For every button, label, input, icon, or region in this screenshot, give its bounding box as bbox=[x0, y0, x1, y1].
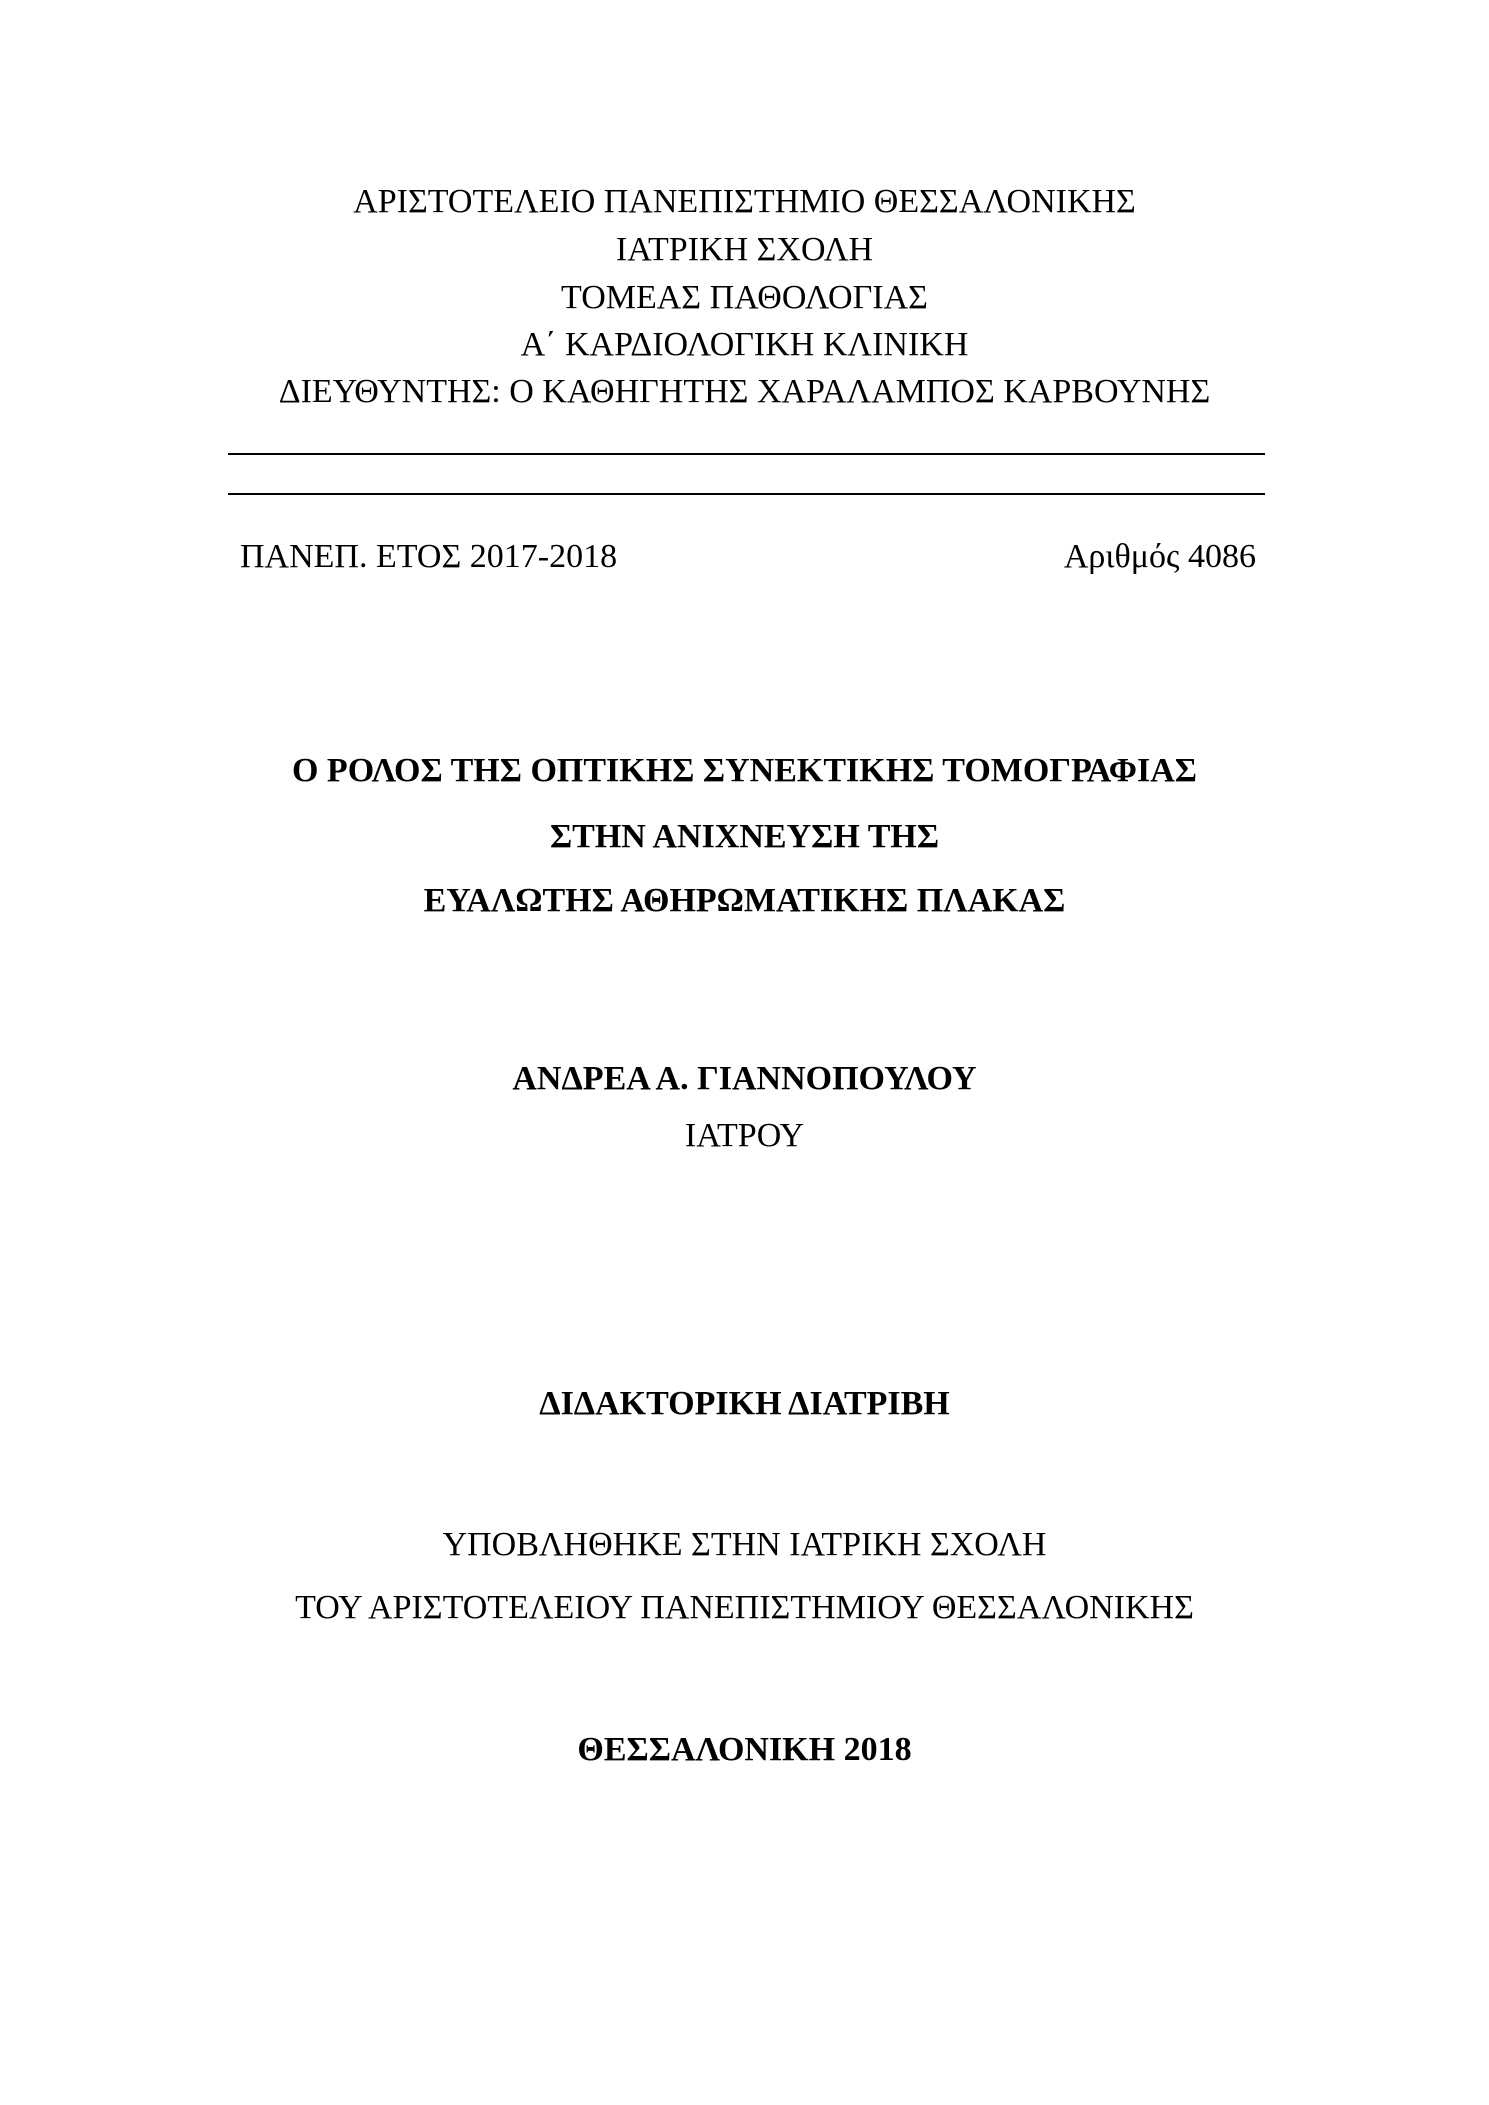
school-name: ΙΑΤΡΙΚΗ ΣΧΟΛΗ bbox=[615, 231, 874, 268]
clinic-name: Α΄ ΚΑΡΔΙΟΛΟΓΙΚΗ ΚΛΙΝΙΚΗ bbox=[520, 326, 969, 363]
thesis-number: Αριθμός 4086 bbox=[1063, 538, 1256, 575]
author-name: ΑΝΔΡΕΑ Α. ΓΙΑΝΝΟΠΟΥΛΟΥ bbox=[512, 1060, 977, 1097]
university-name: ΑΡΙΣΤΟΤΕΛΕΙΟ ΠΑΝΕΠΙΣΤΗΜΙΟ ΘΕΣΣΑΛΟΝΙΚΗΣ bbox=[353, 183, 1136, 220]
academic-year: ΠΑΝΕΠ. ΕΤΟΣ 2017-2018 bbox=[240, 538, 618, 575]
divider-rule-top bbox=[228, 453, 1265, 455]
place-year: ΘΕΣΣΑΛΟΝΙΚΗ 2018 bbox=[577, 1731, 912, 1768]
divider-rule-bottom bbox=[228, 493, 1265, 495]
thesis-title-line-3: ΕΥΑΛΩΤΗΣ ΑΘΗΡΩΜΑΤΙΚΗΣ ΠΛΑΚΑΣ bbox=[423, 882, 1066, 919]
author-role: ΙΑΤΡΟΥ bbox=[684, 1117, 805, 1154]
director-line: ΔΙΕΥΘΥΝΤΗΣ: Ο ΚΑΘΗΓΗΤΗΣ ΧΑΡΑΛΑΜΠΟΣ ΚΑΡΒΟΥΝΗΣ bbox=[278, 373, 1211, 410]
submission-line-1: ΥΠΟΒΛΗΘΗΚΕ ΣΤΗΝ ΙΑΤΡΙΚΗ ΣΧΟΛΗ bbox=[442, 1526, 1047, 1563]
thesis-title-line-1: Ο ΡΟΛΟΣ ΤΗΣ ΟΠΤΙΚΗΣ ΣΥΝΕΚΤΙΚΗΣ ΤΟΜΟΓΡΑΦΙΑΣ bbox=[291, 752, 1197, 789]
thesis-title-line-2: ΣΤΗΝ ΑΝΙΧΝΕΥΣΗ ΤΗΣ bbox=[549, 818, 940, 855]
department-name: ΤΟΜΕΑΣ ΠΑΘΟΛΟΓΙΑΣ bbox=[561, 279, 928, 316]
thesis-type: ΔΙΔΑΚΤΟΡΙΚΗ ΔΙΑΤΡΙΒΗ bbox=[539, 1385, 950, 1422]
submission-line-2: ΤΟΥ ΑΡΙΣΤΟΤΕΛΕΙΟΥ ΠΑΝΕΠΙΣΤΗΜΙΟΥ ΘΕΣΣΑΛΟΝΙΚΗΣ bbox=[295, 1589, 1194, 1626]
